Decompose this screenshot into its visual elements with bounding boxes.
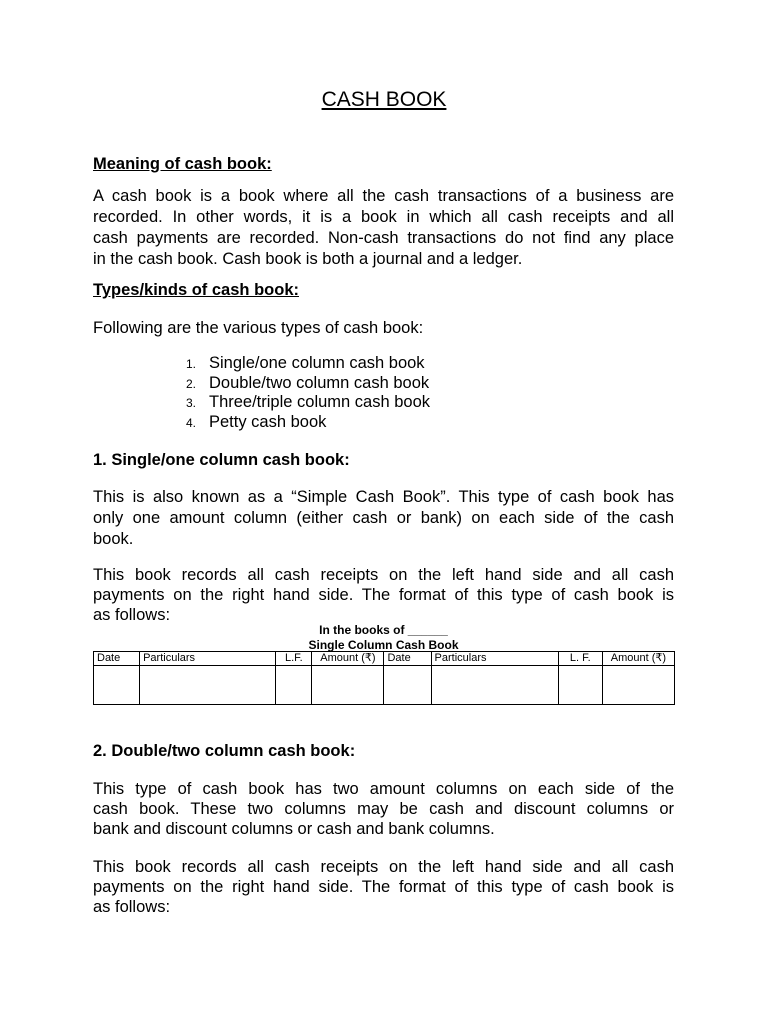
double-column-paragraph-1 [93,779,674,839]
table-cell [384,666,431,705]
text-line: only one amount column (either cash or bank) on each side of the cash [93,509,674,527]
text-line: This book records all cash receipts on the left hand side and all cash [93,566,674,584]
meaning-paragraph [93,186,674,270]
meaning-heading: Meaning of cash book: [93,155,272,173]
table-cell [431,666,558,705]
column-header-amount: Amount (₹) [602,652,674,666]
text-line: as follows: [93,606,171,624]
column-header-particulars: Particulars [431,652,558,666]
list-item: 2. Double/two column cash book [186,373,430,392]
table-cell [94,666,140,705]
single-column-paragraph-2 [93,565,674,625]
column-header-date: Date [94,652,140,666]
list-item: 1. Single/one column cash book [186,354,425,372]
text-line: This type of cash book has two amount columns on each side of the [93,780,674,798]
single-column-cash-book-table [93,651,675,705]
double-column-heading: 2. Double/two column cash book: [93,742,356,760]
single-column-heading: 1. Single/one column cash book: [93,451,350,469]
table-caption-books-of: In the books of ______ [319,623,448,637]
double-column-paragraph-2 [93,857,674,917]
page-title: CASH BOOK [321,88,447,111]
list-item: 3. Three/triple column cash book [186,393,431,411]
table-cell [602,666,674,705]
table-cell [312,666,384,705]
text-line: in the cash book. Cash book is both a journal and a ledger. [93,250,523,268]
text-line: This book records all cash receipts on the left hand side and all cash [93,858,674,876]
table-cell [276,666,312,705]
types-intro: Following are the various types of cash book: [93,319,424,337]
text-line: payments on the right hand side. The format of this type of cash book is [93,878,674,896]
table-caption-title: Single Column Cash Book [308,638,459,652]
text-line: recorded. In other words, it is a book in which all cash receipts and all [93,208,674,226]
column-header-date: Date [384,652,431,666]
types-heading: Types/kinds of cash book: [93,281,299,299]
column-header-lf: L.F. [276,652,312,666]
table-cell [140,666,276,705]
text-line: This is also known as a “Simple Cash Book”. This type of cash book has [93,488,674,506]
text-line: cash book. These two columns may be cash and discount columns or [93,800,674,818]
text-line: as follows: [93,898,171,916]
column-header-amount: Amount (₹) [312,652,384,666]
types-list [186,354,430,432]
text-line: cash payments are recorded. Non-cash transactions do not find any place [93,229,674,247]
table-header-row [94,652,675,666]
text-line: A cash book is a book where all the cash transactions of a business are [93,187,674,205]
text-line: book. [93,530,134,548]
single-column-paragraph-1 [93,487,674,550]
table-row [94,666,675,705]
text-line: payments on the right hand side. The format of this type of cash book is [93,586,674,604]
list-item: 4. Petty cash book [186,412,327,431]
text-line: bank and discount columns or cash and bank columns. [93,820,495,838]
column-header-particulars: Particulars [140,652,276,666]
table-cell [558,666,602,705]
column-header-lf: L. F. [558,652,602,666]
